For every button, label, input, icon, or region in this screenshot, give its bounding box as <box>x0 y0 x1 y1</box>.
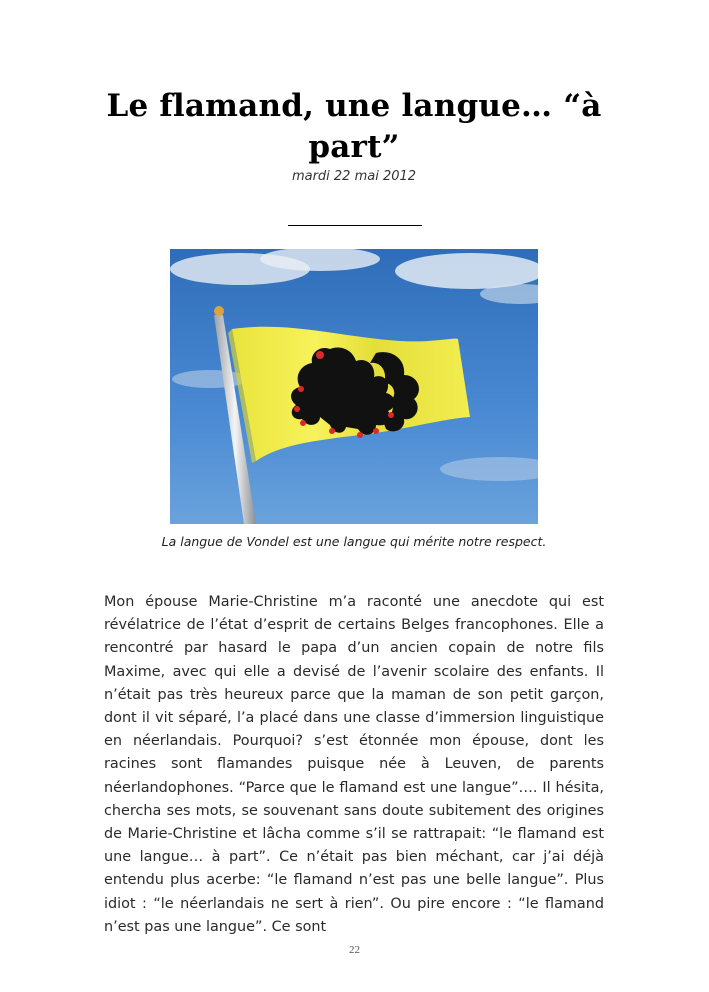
article-date: mardi 22 mai 2012 <box>291 169 417 184</box>
figure-caption: La langue de Vondel est une langue qui mérite notre respect. <box>161 534 547 549</box>
flag-of-flanders-photo <box>170 249 538 524</box>
title-divider <box>288 225 422 226</box>
article-body-paragraph: Mon épouse Marie-Christine m’a raconté une anecdote qui est révélatrice de l’état d’esprit de certains Belges francophones. Elle a rencontré par hasard le papa d’un ancien copain de notre fils Maxime, avec qui elle a devisé de l’avenir scolaire des enfants. Il n’était pas très heureux parce que la maman de son petit garçon, dont il vit séparé, l’a placé dans une classe d’immersion linguistique en néerlandais. Pourquoi? s’est étonnée mon épouse, dont les racines sont flamandes puisque née à Leuven, de parents néerlandophones. “Parce que le flamand est une langue”…. Il hésita, chercha ses mots, se souvenant sans doute subitement des origines de Marie-Christine et lâcha comme s’il se rattrapait: “le flamand est une langue… à part”. Ce n’était pas bien méchant, car j’ai déjà entendu plus acerbe: “le flamand n’est pas une belle langue”. Plus idiot : “le néerlandais ne sert à rien”. Ou pire encore : “le flamand n’est pas une langue”. Ce sont <box>104 594 604 935</box>
article-title: Le flamand, une langue… “à part” <box>106 88 602 165</box>
page-number: 22 <box>349 944 360 956</box>
